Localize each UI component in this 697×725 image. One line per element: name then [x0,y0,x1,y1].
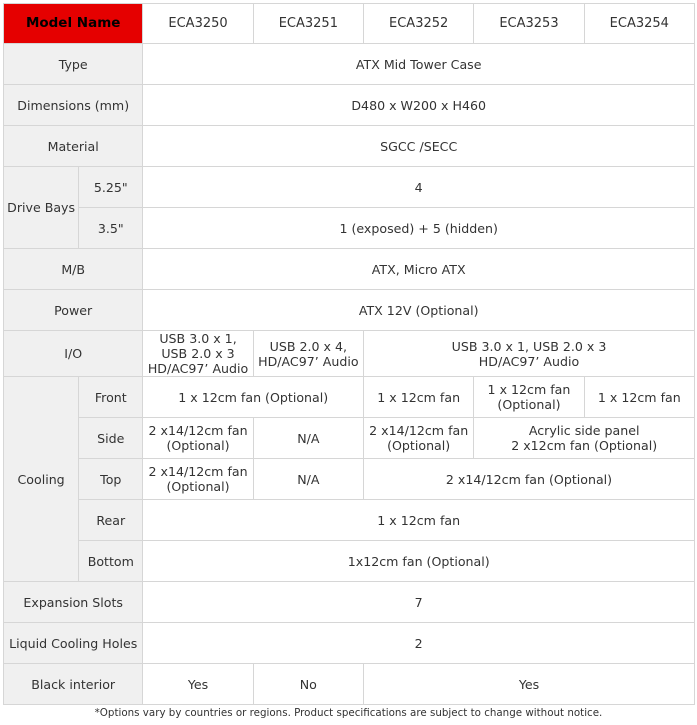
io-line: USB 2.0 x 3 [161,346,235,361]
label-mb: M/B [4,249,142,289]
row-cooling-top [4,459,694,499]
cell-line: (Optional) [387,438,451,453]
value-material: SGCC /SECC [143,126,694,166]
header-row [4,4,694,43]
model-eca3254: ECA3254 [585,4,694,43]
io-eca3252-54 [364,331,694,376]
value-dimensions: D480 x W200 x H460 [143,85,694,125]
cell-line: (Optional) [166,479,230,494]
label-power: Power [4,290,142,330]
value-bay-525: 4 [143,167,694,207]
label-cooling-side: Side [79,418,142,458]
row-cooling-side [4,418,694,458]
label-expansion: Expansion Slots [4,582,142,622]
row-type [4,44,694,84]
row-liquid-cooling [4,623,694,663]
io-line: HD/AC97’ Audio [478,353,580,369]
model-eca3253: ECA3253 [474,4,583,43]
label-liquid-cooling: Liquid Cooling Holes [4,623,142,663]
black-eca3250: Yes [143,664,252,704]
front-eca3254: 1 x 12cm fan [585,377,694,417]
row-mb [4,249,694,289]
black-eca3251: No [254,664,363,704]
model-eca3251: ECA3251 [254,4,363,43]
cell-line: 1 x 12cm fan [487,382,571,397]
row-cooling-bottom [4,541,694,581]
value-cooling-rear: 1 x 12cm fan [143,500,694,540]
side-eca3251: N/A [254,418,363,458]
value-cooling-bottom: 1x12cm fan (Optional) [143,541,694,581]
value-mb: ATX, Micro ATX [143,249,694,289]
label-cooling-top: Top [79,459,142,499]
front-eca3250-51: 1 x 12cm fan (Optional) [143,377,363,417]
label-cooling-bottom: Bottom [79,541,142,581]
value-power: ATX 12V (Optional) [143,290,694,330]
io-line: USB 3.0 x 1, [159,331,237,346]
row-drive-bays-35 [4,208,694,248]
cell-line: (Optional) [497,397,561,412]
label-black-interior: Black interior [4,664,142,704]
row-drive-bays-525 [4,167,694,207]
io-line: USB 3.0 x 1, USB 2.0 x 3 [451,338,607,354]
model-eca3252: ECA3252 [364,4,473,43]
io-line: HD/AC97’ Audio [258,353,359,369]
label-io: I/O [4,331,142,376]
black-eca3252-54: Yes [364,664,694,704]
row-material [4,126,694,166]
value-bay-35: 1 (exposed) + 5 (hidden) [143,208,694,248]
cell-line: 2 x12cm fan (Optional) [511,438,658,453]
model-eca3250: ECA3250 [143,4,252,43]
io-eca3250 [143,331,252,376]
label-cooling: Cooling [4,377,78,581]
cell-line: (Optional) [166,438,230,453]
row-dimensions [4,85,694,125]
top-eca3250 [143,459,252,499]
value-expansion: 7 [143,582,694,622]
label-type: Type [4,44,142,84]
top-eca3251: N/A [254,459,363,499]
row-black-interior [4,664,694,704]
label-material: Material [4,126,142,166]
cell-line: 2 x14/12cm fan [369,423,469,438]
spec-table [3,3,695,705]
io-line: HD/AC97’ Audio [147,361,249,376]
label-bay-525: 5.25" [79,167,142,207]
row-cooling-rear [4,500,694,540]
label-drive-bays: Drive Bays [4,167,78,248]
front-eca3253 [474,377,583,417]
cell-line: Acrylic side panel [528,423,640,438]
side-eca3252 [364,418,473,458]
io-eca3251 [254,331,363,376]
footnote: *Options vary by countries or regions. Product specifications are subject to change without notice. [94,707,603,719]
label-cooling-front: Front [79,377,142,417]
cell-line: 2 x14/12cm fan [148,423,248,438]
cell-line: 2 x14/12cm fan [148,464,248,479]
io-line: USB 2.0 x 4, [269,338,348,354]
row-cooling-front [4,377,694,417]
value-liquid-cooling: 2 [143,623,694,663]
side-eca3250 [143,418,252,458]
model-name-header: Model Name [4,4,142,43]
front-eca3252: 1 x 12cm fan [364,377,473,417]
label-bay-35: 3.5" [79,208,142,248]
row-io [4,331,694,376]
row-power [4,290,694,330]
side-eca3253-54 [474,418,694,458]
label-cooling-rear: Rear [79,500,142,540]
top-eca3252-54: 2 x14/12cm fan (Optional) [364,459,694,499]
value-type: ATX Mid Tower Case [143,44,694,84]
label-dimensions: Dimensions (mm) [4,85,142,125]
row-expansion [4,582,694,622]
